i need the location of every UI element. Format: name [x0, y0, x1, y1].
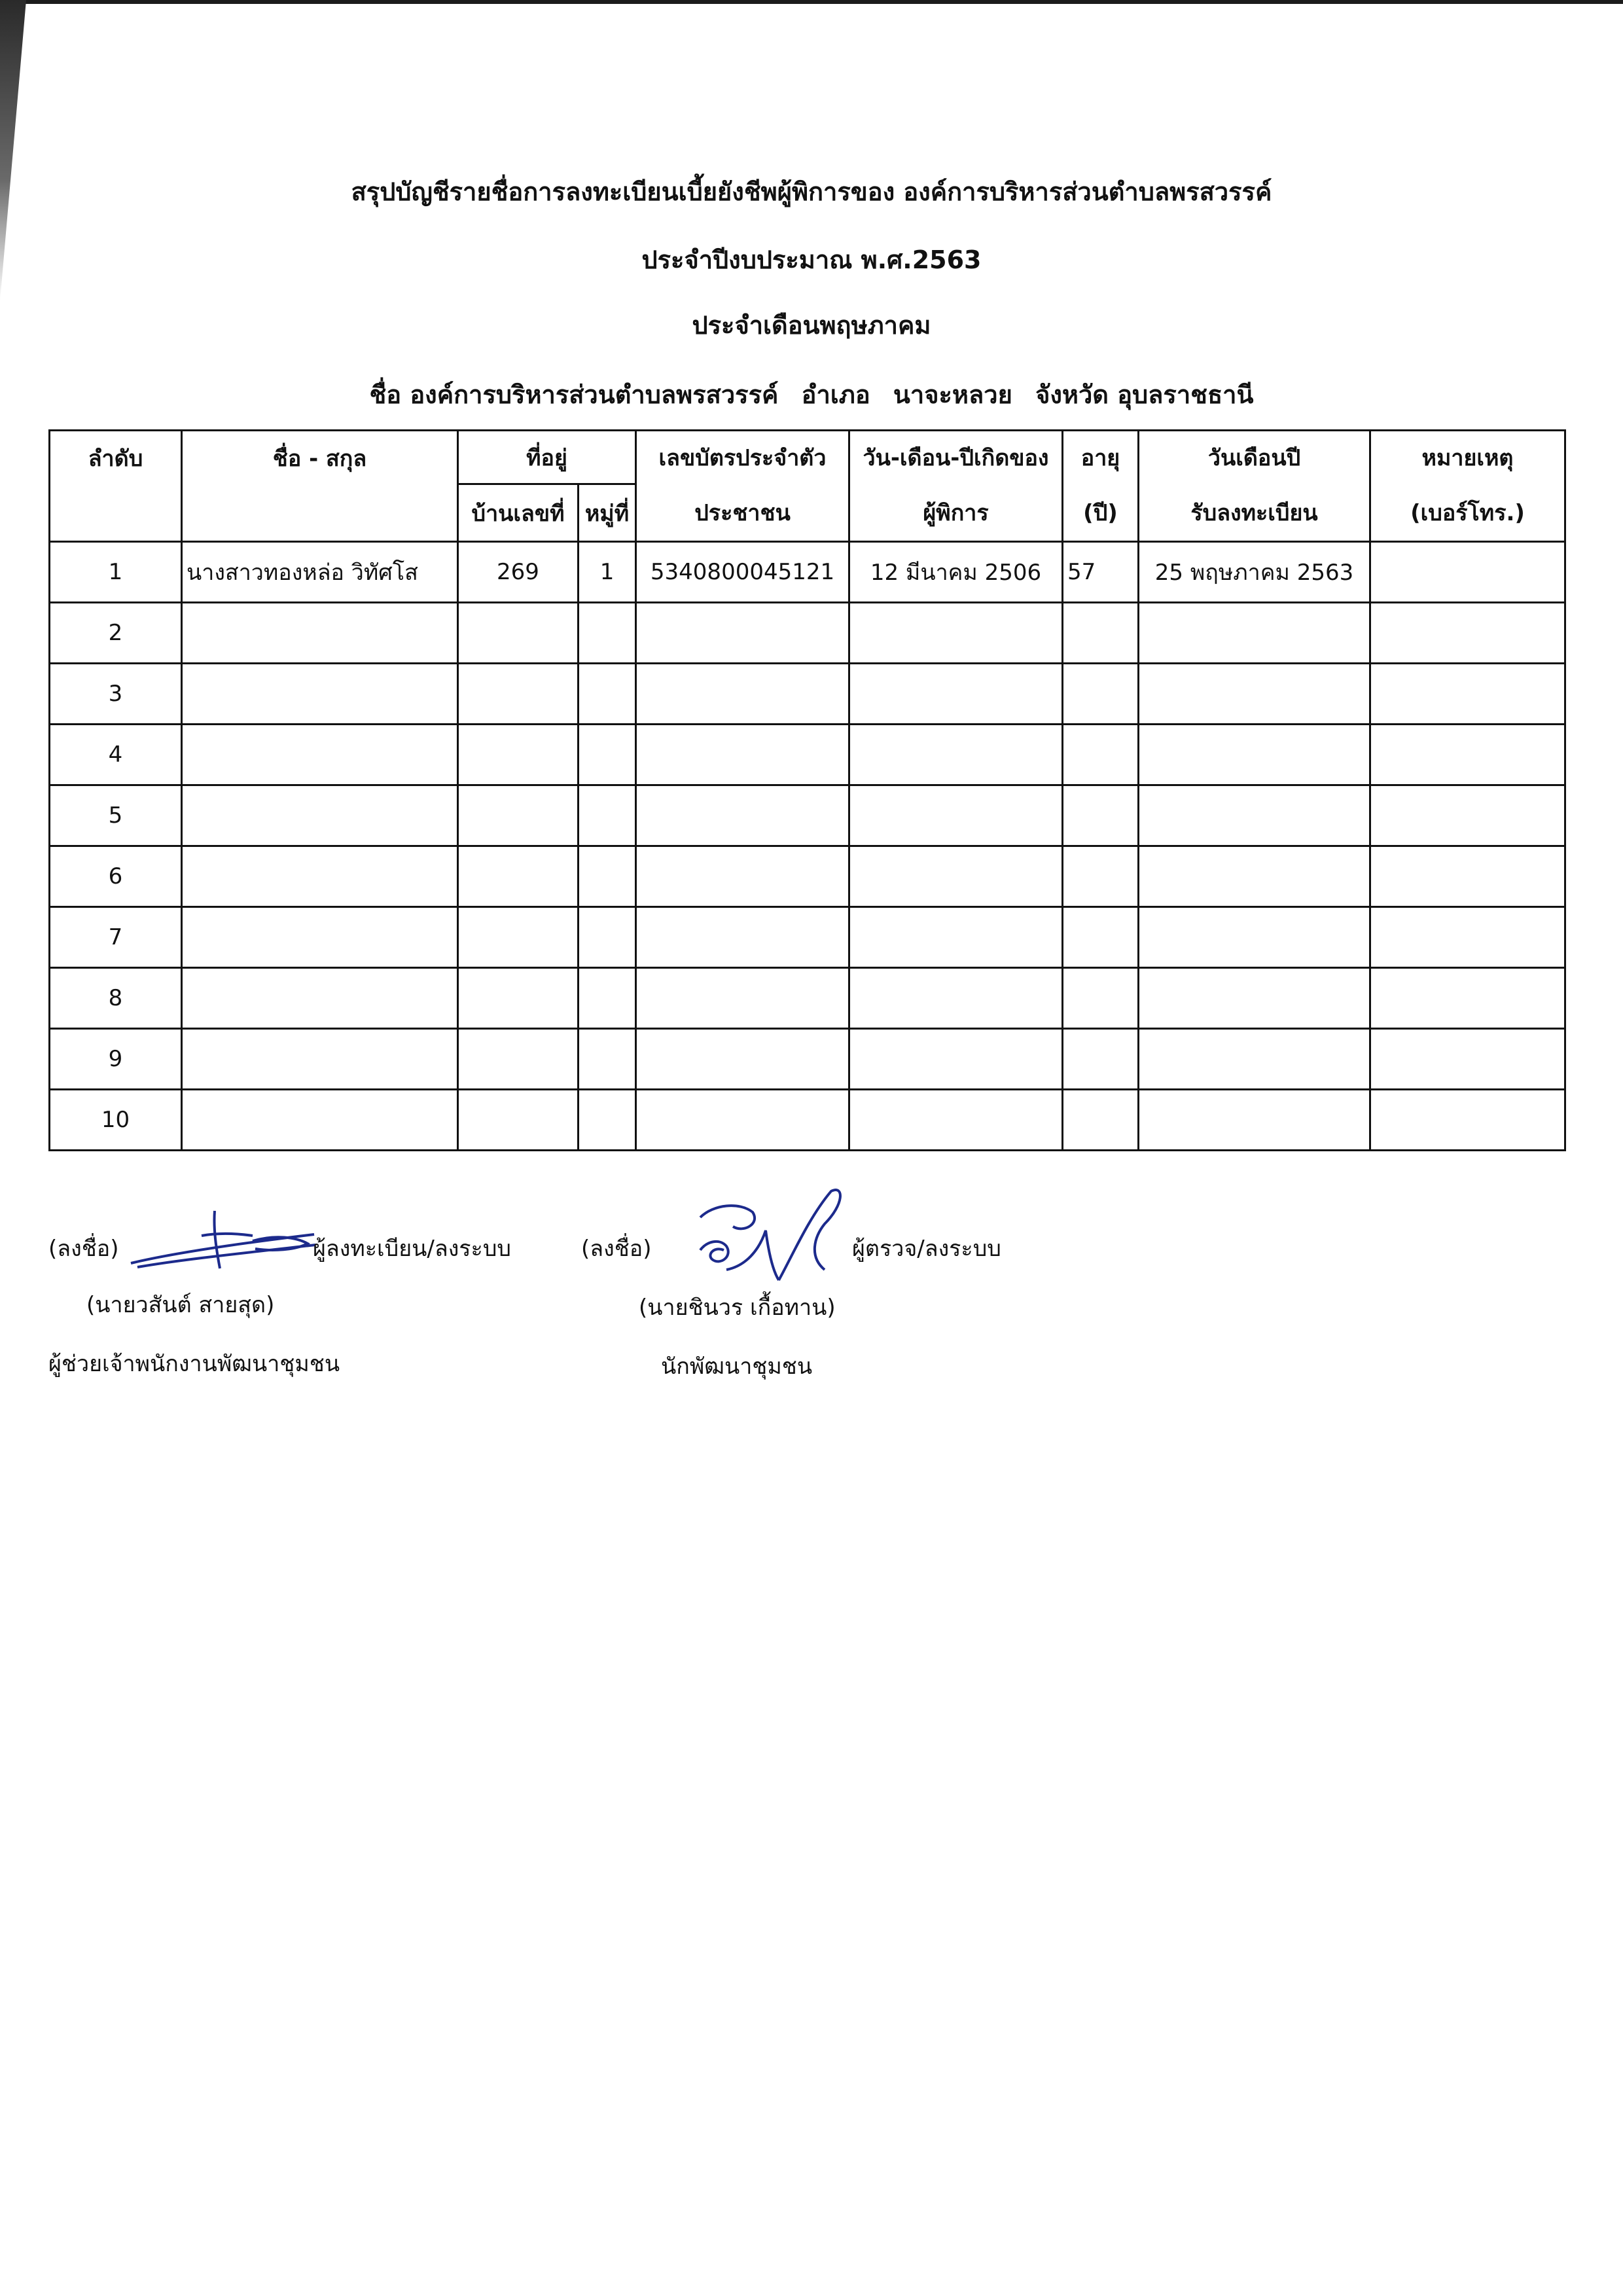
header-age: อายุ: [1063, 431, 1139, 484]
cell-moo: [579, 664, 636, 725]
cell-name: [182, 1090, 458, 1151]
cell-id: [636, 1090, 849, 1151]
cell-name: [182, 785, 458, 846]
cell-age: [1063, 907, 1139, 968]
cell-house: [458, 725, 579, 785]
cell-no: 4: [50, 725, 182, 785]
cell-birth: [849, 603, 1063, 664]
cell-name: [182, 725, 458, 785]
cell-age: [1063, 846, 1139, 907]
cell-moo: [579, 725, 636, 785]
cell-note: [1370, 603, 1565, 664]
cell-moo: 1: [579, 542, 636, 603]
cell-birth: [849, 1029, 1063, 1090]
cell-no: 5: [50, 785, 182, 846]
organization-name: ชื่อ องค์การบริหารส่วนตำบลพรสวรรค์: [369, 380, 779, 409]
cell-age: [1063, 1029, 1139, 1090]
cell-reg: [1139, 846, 1370, 907]
cell-name: [182, 846, 458, 907]
cell-birth: [849, 968, 1063, 1029]
table-row: [50, 664, 1565, 725]
cell-house: [458, 1090, 579, 1151]
cell-name: [182, 968, 458, 1029]
cell-house: 269: [458, 542, 579, 603]
cell-reg: [1139, 725, 1370, 785]
cell-birth: [849, 725, 1063, 785]
header-birth: วัน-เดือน-ปีเกิดของ: [849, 431, 1063, 484]
right-signer-name: (นายชินวร เกื้อทาน): [639, 1295, 836, 1321]
table-row: [50, 785, 1565, 846]
cell-moo: [579, 1029, 636, 1090]
cell-id: [636, 603, 849, 664]
left-role: ผู้ลงทะเบียน/ลงระบบ: [313, 1236, 511, 1262]
cell-name: นางสาวทองหล่อ วิทัศโส: [182, 542, 458, 603]
month-line: ประจำเดือนพฤษภาคม: [692, 311, 931, 340]
cell-birth: 12 มีนาคม 2506: [849, 542, 1063, 603]
header-name: ชื่อ - สกุล: [182, 431, 458, 542]
cell-note: [1370, 968, 1565, 1029]
scan-top-edge: [0, 0, 1623, 4]
cell-age: [1063, 603, 1139, 664]
organization-line: [0, 374, 1623, 414]
header-no: ลำดับ: [50, 431, 182, 542]
cell-moo: [579, 785, 636, 846]
cell-note: [1370, 725, 1565, 785]
header-note: หมายเหตุ: [1370, 431, 1565, 484]
cell-birth: [849, 664, 1063, 725]
cell-no: 6: [50, 846, 182, 907]
table-row: [50, 603, 1565, 664]
cell-moo: [579, 1090, 636, 1151]
cell-age: [1063, 1090, 1139, 1151]
cell-moo: [579, 968, 636, 1029]
cell-house: [458, 846, 579, 907]
cell-birth: [849, 846, 1063, 907]
header-age-2: (ปี): [1063, 484, 1139, 542]
header-note-2: (เบอร์โทร.): [1370, 484, 1565, 542]
left-signer-name: (นายวสันต์ สายสุด): [86, 1292, 275, 1318]
document-title: สรุปบัญชีรายชื่อการลงทะเบียนเบี้ยยังชีพผู้พิการของ องค์การบริหารส่วนตำบลพรสวรรค์: [351, 177, 1272, 206]
header-birth-2: ผู้พิการ: [849, 484, 1063, 542]
cell-house: [458, 664, 579, 725]
right-signature-mark: [681, 1178, 857, 1289]
registration-table: [48, 429, 1566, 1151]
cell-birth: [849, 907, 1063, 968]
table-row: [50, 968, 1565, 1029]
cell-id: [636, 664, 849, 725]
cell-house: [458, 603, 579, 664]
cell-id: [636, 968, 849, 1029]
header-id-card: เลขบัตรประจำตัว: [636, 431, 849, 484]
cell-id: [636, 846, 849, 907]
cell-reg: 25 พฤษภาคม 2563: [1139, 542, 1370, 603]
cell-note: [1370, 907, 1565, 968]
district-label: อำเภอ: [801, 380, 870, 409]
left-sign-label: (ลงชื่อ): [48, 1236, 119, 1262]
header-reg-date-2: รับลงทะเบียน: [1139, 484, 1370, 542]
table-row: [50, 542, 1565, 603]
cell-age: 57: [1063, 542, 1139, 603]
cell-reg: [1139, 1029, 1370, 1090]
cell-note: [1370, 1029, 1565, 1090]
cell-note: [1370, 1090, 1565, 1151]
cell-no: 9: [50, 1029, 182, 1090]
header-house-no: บ้านเลขที่: [458, 484, 579, 542]
table-row: [50, 907, 1565, 968]
left-signature-mark: [124, 1203, 321, 1275]
cell-birth: [849, 1090, 1063, 1151]
cell-house: [458, 1029, 579, 1090]
cell-moo: [579, 603, 636, 664]
cell-no: 1: [50, 542, 182, 603]
cell-no: 7: [50, 907, 182, 968]
cell-name: [182, 1029, 458, 1090]
cell-id: [636, 907, 849, 968]
header-village: หมู่ที่: [579, 484, 636, 542]
cell-reg: [1139, 1090, 1370, 1151]
cell-reg: [1139, 968, 1370, 1029]
right-role: ผู้ตรวจ/ลงระบบ: [852, 1236, 1001, 1262]
cell-no: 2: [50, 603, 182, 664]
cell-no: 8: [50, 968, 182, 1029]
cell-age: [1063, 725, 1139, 785]
header-address: ที่อยู่: [458, 431, 636, 484]
table-row: [50, 846, 1565, 907]
header-reg-date: วันเดือนปี: [1139, 431, 1370, 484]
table-row: [50, 1090, 1565, 1151]
cell-name: [182, 664, 458, 725]
cell-note: [1370, 542, 1565, 603]
province: จังหวัด อุบลราชธานี: [1035, 380, 1254, 409]
cell-reg: [1139, 664, 1370, 725]
right-signer-position: นักพัฒนาชุมชน: [661, 1354, 813, 1380]
cell-reg: [1139, 907, 1370, 968]
district-name: นาจะหลวย: [893, 380, 1012, 409]
cell-age: [1063, 785, 1139, 846]
cell-id: [636, 1029, 849, 1090]
cell-moo: [579, 907, 636, 968]
cell-name: [182, 907, 458, 968]
table-row: [50, 725, 1565, 785]
cell-moo: [579, 846, 636, 907]
header-id-card-2: ประชาชน: [636, 484, 849, 542]
cell-note: [1370, 785, 1565, 846]
cell-house: [458, 968, 579, 1029]
cell-note: [1370, 664, 1565, 725]
left-signer-position: ผู้ช่วยเจ้าพนักงานพัฒนาชุมชน: [48, 1351, 340, 1377]
cell-reg: [1139, 785, 1370, 846]
cell-birth: [849, 785, 1063, 846]
cell-id: 5340800045121: [636, 542, 849, 603]
cell-note: [1370, 846, 1565, 907]
cell-age: [1063, 664, 1139, 725]
cell-id: [636, 785, 849, 846]
cell-no: 10: [50, 1090, 182, 1151]
cell-house: [458, 907, 579, 968]
cell-no: 3: [50, 664, 182, 725]
cell-reg: [1139, 603, 1370, 664]
fiscal-year: ประจำปีงบประมาณ พ.ศ.2563: [641, 245, 982, 274]
table-row: [50, 1029, 1565, 1090]
right-sign-label: (ลงชื่อ): [581, 1236, 652, 1262]
cell-house: [458, 785, 579, 846]
cell-age: [1063, 968, 1139, 1029]
cell-name: [182, 603, 458, 664]
cell-id: [636, 725, 849, 785]
